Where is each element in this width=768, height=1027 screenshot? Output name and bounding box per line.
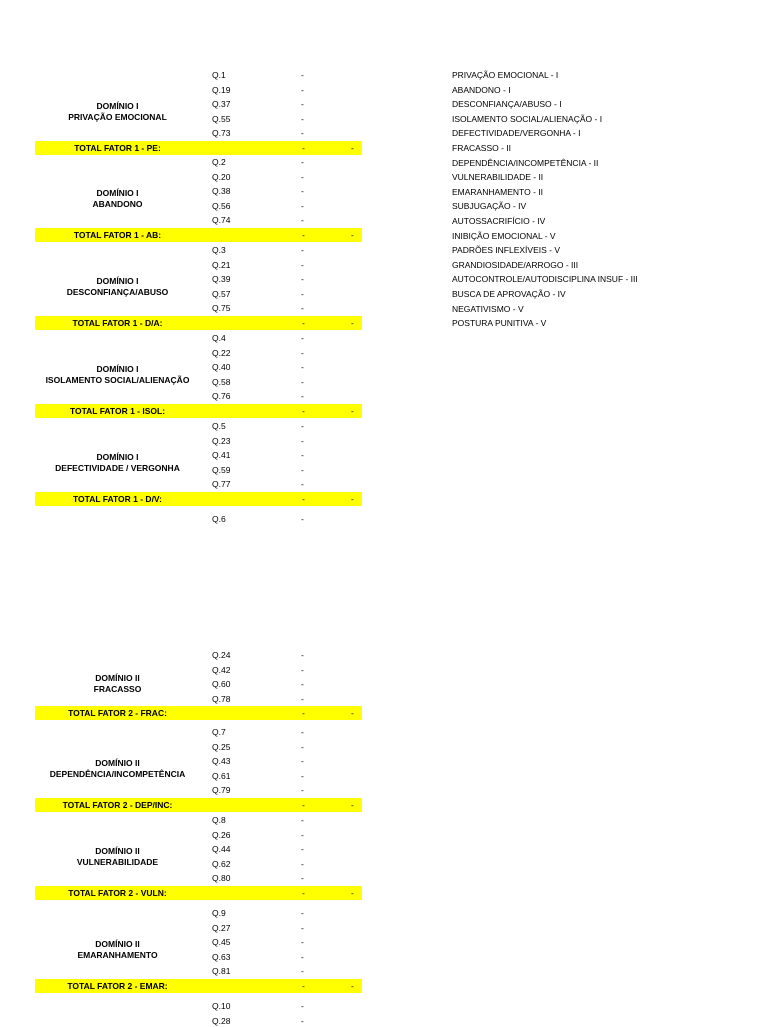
question-cell[interactable]: Q.27 — [212, 922, 231, 933]
domain-title-line: DOMÍNIO I — [96, 451, 139, 462]
answer-cell[interactable]: - — [301, 391, 304, 402]
domain-title-line: DOMÍNIO II — [95, 757, 140, 768]
answer-cell[interactable]: - — [301, 922, 304, 933]
answer-cell[interactable]: - — [301, 844, 304, 855]
question-cell[interactable]: Q.80 — [212, 873, 231, 884]
question-cell[interactable]: Q.23 — [212, 435, 231, 446]
answer-cell[interactable]: - — [301, 288, 304, 299]
total-score-cell[interactable]: - — [351, 800, 354, 810]
answer-cell[interactable]: - — [301, 362, 304, 373]
question-cell[interactable]: Q.63 — [212, 951, 231, 962]
question-cell[interactable]: Q.76 — [212, 391, 231, 402]
total-value-cell[interactable]: - — [302, 494, 305, 504]
question-cell[interactable]: Q.6 — [212, 514, 226, 524]
domain-title — [35, 758, 200, 780]
question-cell[interactable]: Q.74 — [212, 215, 231, 226]
total-score-cell[interactable]: - — [351, 494, 354, 504]
question-cell[interactable]: Q.25 — [212, 741, 231, 752]
answer-cell[interactable]: - — [301, 200, 304, 211]
answer-cell[interactable]: - — [301, 664, 304, 675]
domain-title-line: DOMÍNIO II — [95, 845, 140, 856]
question-cell[interactable]: Q.44 — [212, 844, 231, 855]
question-cell[interactable]: Q.60 — [212, 679, 231, 690]
question-cell[interactable]: Q.22 — [212, 347, 231, 358]
total-row — [35, 798, 362, 812]
domain-title-line: DOMÍNIO I — [96, 100, 139, 111]
legend-item: VULNERABILIDADE - II — [452, 172, 544, 183]
question-cell[interactable]: Q.20 — [212, 171, 231, 182]
answer-cell[interactable]: - — [301, 303, 304, 314]
domain-title — [35, 452, 200, 474]
answer-cell[interactable]: - — [301, 815, 304, 825]
question-cell[interactable]: Q.75 — [212, 303, 231, 314]
question-cell[interactable]: Q.8 — [212, 815, 226, 825]
answer-cell[interactable]: - — [301, 829, 304, 840]
total-score-cell[interactable]: - — [351, 143, 354, 153]
domain-title — [35, 939, 200, 961]
answer-cell[interactable]: - — [301, 966, 304, 977]
question-cell[interactable]: Q.28 — [212, 1015, 231, 1026]
domain-title — [35, 276, 200, 298]
question-cell[interactable]: Q.41 — [212, 450, 231, 461]
question-cell[interactable]: Q.55 — [212, 113, 231, 124]
total-score-cell[interactable]: - — [351, 230, 354, 240]
question-cell[interactable]: Q.45 — [212, 937, 231, 948]
domain-title-line: FRACASSO — [93, 684, 142, 695]
domain-title-line: VULNERABILIDADE — [76, 856, 159, 867]
domain-title-line: DOMÍNIO II — [95, 673, 140, 684]
question-cell[interactable]: Q.81 — [212, 966, 231, 977]
question-cell[interactable]: Q.78 — [212, 693, 231, 704]
question-cell[interactable]: Q.24 — [212, 650, 231, 660]
question-cell[interactable]: Q.40 — [212, 362, 231, 373]
total-score-cell[interactable]: - — [351, 318, 354, 328]
question-cell[interactable]: Q.61 — [212, 770, 231, 781]
question-cell[interactable]: Q.9 — [212, 908, 226, 918]
question-cell[interactable]: Q.73 — [212, 128, 231, 139]
answer-cell[interactable]: - — [301, 84, 304, 95]
answer-cell[interactable]: - — [301, 128, 304, 139]
question-cell[interactable]: Q.2 — [212, 157, 226, 167]
legend-item: PADRÕES INFLEXÍVEIS - V — [452, 245, 561, 256]
domain-title-line: DOMÍNIO II — [95, 938, 140, 949]
answer-cell[interactable]: - — [301, 186, 304, 197]
answer-cell[interactable]: - — [301, 171, 304, 182]
total-value-cell[interactable]: - — [302, 406, 305, 416]
answer-cell[interactable]: - — [301, 756, 304, 767]
domain-title-line: DOMÍNIO I — [96, 363, 139, 374]
legend-item: DESCONFIANÇA/ABUSO - I — [452, 99, 562, 110]
legend-item: EMARANHAMENTO - II — [452, 186, 543, 197]
answer-cell[interactable]: - — [301, 333, 304, 343]
question-cell[interactable]: Q.57 — [212, 288, 231, 299]
domain-title-line: PRIVAÇÃO EMOCIONAL — [68, 111, 167, 122]
answer-cell[interactable]: - — [301, 858, 304, 869]
total-label: TOTAL FATOR 1 - PE: — [74, 143, 161, 153]
question-cell[interactable]: Q.42 — [212, 664, 231, 675]
legend-item: AUTOCONTROLE/AUTODISCIPLINA INSUF - III — [452, 274, 638, 285]
answer-cell[interactable]: - — [301, 259, 304, 270]
total-value-cell[interactable]: - — [302, 708, 305, 719]
total-label: TOTAL FATOR 1 - D/V: — [73, 494, 162, 504]
total-value-cell[interactable]: - — [302, 318, 305, 328]
question-cell[interactable]: Q.62 — [212, 858, 231, 869]
domain-title-line: EMARANHAMENTO — [77, 949, 158, 960]
legend-item: DEPENDÊNCIA/INCOMPETÊNCIA - II — [452, 157, 599, 168]
question-cell[interactable]: Q.59 — [212, 464, 231, 475]
answer-cell[interactable]: - — [301, 908, 304, 918]
answer-cell[interactable]: - — [301, 274, 304, 285]
answer-cell[interactable]: - — [301, 464, 304, 475]
question-cell[interactable]: Q.58 — [212, 376, 231, 387]
legend-item: ISOLAMENTO SOCIAL/ALIENAÇÃO - I — [452, 113, 603, 124]
total-score-cell[interactable]: - — [351, 406, 354, 416]
legend-item: FRACASSO - II — [452, 143, 512, 153]
answer-cell[interactable]: - — [301, 770, 304, 781]
question-cell[interactable]: Q.10 — [212, 1001, 231, 1011]
answer-cell[interactable]: - — [301, 450, 304, 461]
answer-cell[interactable]: - — [301, 785, 304, 796]
answer-cell[interactable]: - — [301, 70, 304, 80]
total-row — [35, 492, 362, 506]
question-cell[interactable]: Q.39 — [212, 274, 231, 285]
domain-title — [35, 846, 200, 868]
question-cell[interactable]: Q.21 — [212, 259, 231, 270]
domain-title-line: ABANDONO — [92, 198, 143, 209]
domain-title-line: ISOLAMENTO SOCIAL/ALIENAÇÃO — [45, 374, 190, 385]
question-cell[interactable]: Q.3 — [212, 245, 226, 255]
total-label: TOTAL FATOR 2 - EMAR: — [67, 981, 168, 991]
question-cell[interactable]: Q.37 — [212, 99, 231, 110]
legend-item: SUBJUGAÇÃO - IV — [452, 201, 527, 212]
total-label: TOTAL FATOR 1 - AB: — [73, 230, 162, 240]
answer-cell[interactable]: - — [301, 215, 304, 226]
legend-item: DEFECTIVIDADE/VERGONHA - I — [452, 128, 581, 139]
domain-title — [35, 188, 200, 210]
domain-title — [35, 673, 200, 695]
answer-cell[interactable]: - — [301, 650, 304, 660]
answer-cell[interactable]: - — [301, 479, 304, 490]
legend-item: POSTURA PUNITIVA - V — [452, 318, 547, 329]
total-row — [35, 706, 362, 720]
total-row — [35, 316, 362, 330]
total-label: TOTAL FATOR 2 - VULN: — [68, 888, 167, 898]
question-cell[interactable]: Q.26 — [212, 829, 231, 840]
question-cell[interactable]: Q.43 — [212, 756, 231, 767]
total-value-cell[interactable]: - — [302, 888, 305, 898]
answer-cell[interactable]: - — [301, 1015, 304, 1026]
total-score-cell[interactable]: - — [351, 888, 354, 898]
answer-cell[interactable]: - — [301, 435, 304, 446]
answer-cell[interactable]: - — [301, 1001, 304, 1011]
legend-item: AUTOSSACRIFÍCIO - IV — [452, 216, 546, 226]
legend-item: BUSCA DE APROVAÇÃO - IV — [452, 289, 566, 299]
domain-title-line: DOMÍNIO I — [96, 275, 139, 286]
answer-cell[interactable]: - — [301, 376, 304, 387]
total-label: TOTAL FATOR 2 - FRAC: — [68, 708, 167, 719]
answer-cell[interactable]: - — [301, 693, 304, 704]
legend-item: GRANDIOSIDADE/ARROGO - III — [452, 259, 579, 270]
question-cell[interactable]: Q.38 — [212, 186, 231, 197]
total-row — [35, 979, 362, 993]
legend-item: PRIVAÇÃO EMOCIONAL - I — [452, 70, 559, 80]
domain-title — [35, 364, 200, 386]
domain-title-line: DESCONFIANÇA/ABUSO — [66, 286, 169, 297]
total-score-cell[interactable]: - — [351, 981, 354, 991]
answer-cell[interactable]: - — [301, 514, 304, 524]
question-cell[interactable]: Q.5 — [212, 421, 226, 431]
answer-cell[interactable]: - — [301, 679, 304, 690]
question-cell[interactable]: Q.4 — [212, 333, 226, 343]
answer-cell[interactable]: - — [301, 727, 304, 737]
total-value-cell[interactable]: - — [302, 143, 305, 153]
total-value-cell[interactable]: - — [302, 800, 305, 810]
answer-cell[interactable]: - — [301, 741, 304, 752]
question-cell[interactable]: Q.79 — [212, 785, 231, 796]
question-cell[interactable]: Q.19 — [212, 84, 231, 95]
legend-item: ABANDONO - I — [452, 84, 511, 95]
question-cell[interactable]: Q.7 — [212, 727, 226, 737]
domain-title-line: DEFECTIVIDADE / VERGONHA — [55, 462, 180, 473]
total-label: TOTAL FATOR 2 - DEP/INC: — [62, 800, 173, 810]
total-score-cell[interactable]: - — [351, 708, 354, 719]
answer-cell[interactable]: - — [301, 99, 304, 110]
answer-cell[interactable]: - — [301, 113, 304, 124]
legend-item: INIBIÇÃO EMOCIONAL - V — [452, 230, 556, 241]
total-row — [35, 886, 362, 900]
total-row — [35, 404, 362, 418]
domain-title — [35, 101, 200, 123]
question-cell[interactable]: Q.1 — [212, 70, 226, 80]
question-cell[interactable]: Q.56 — [212, 200, 231, 211]
total-value-cell[interactable]: - — [302, 230, 305, 240]
domain-title-line: DOMÍNIO I — [96, 187, 139, 198]
answer-cell[interactable]: - — [301, 937, 304, 948]
answer-cell[interactable]: - — [301, 157, 304, 167]
answer-cell[interactable]: - — [301, 873, 304, 884]
answer-cell[interactable]: - — [301, 951, 304, 962]
total-row — [35, 141, 362, 155]
legend-item: NEGATIVISMO - V — [452, 303, 524, 314]
total-label: TOTAL FATOR 1 - D/A: — [72, 318, 163, 328]
total-label: TOTAL FATOR 1 - ISOL: — [69, 406, 166, 416]
question-cell[interactable]: Q.77 — [212, 479, 231, 490]
answer-cell[interactable]: - — [301, 421, 304, 431]
answer-cell[interactable]: - — [301, 245, 304, 255]
answer-cell[interactable]: - — [301, 347, 304, 358]
domain-title-line: DEPENDÊNCIA/INCOMPETÊNCIA — [49, 768, 186, 779]
total-row — [35, 228, 362, 242]
total-value-cell[interactable]: - — [302, 981, 305, 991]
